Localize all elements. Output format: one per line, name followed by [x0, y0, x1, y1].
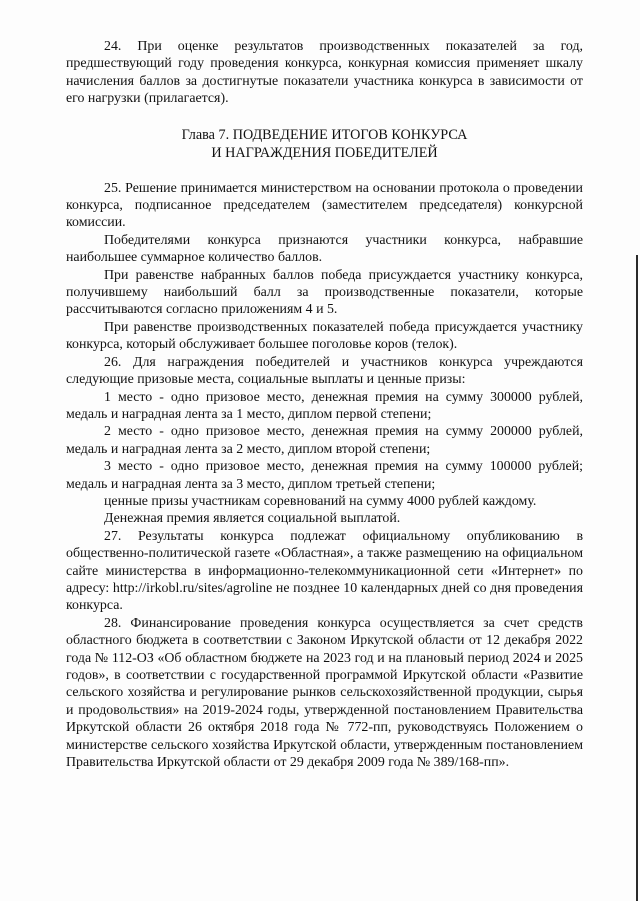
paragraph-26: 26. Для награждения победителей и участников конкурса учреждаются следующие призовые места, социальные выплаты и ценные призы:: [66, 354, 583, 388]
social-payment-note: Денежная премия является социальной выплатой.: [104, 511, 401, 527]
paragraph-winners: Победителями конкурса признаются участники конкурса, набравшие наибольшее суммарное количество баллов.: [66, 232, 583, 266]
chapter-heading-line-2: И НАГРАЖДЕНИЯ ПОБЕДИТЕЛЕЙ: [211, 144, 438, 161]
document-body: [66, 38, 583, 771]
scan-edge-line: [636, 255, 638, 901]
paragraph-27: 27. Результаты конкурса подлежат официальному опубликованию в общественно-политической газете «Областная», а также размещению на официальном сайте министерства в информационно-телекоммуникационной сети «Интернет» по адресу: http://irkobl.ru/sites/agroline не позднее 10 календарных дней со дня проведения конкурса.: [66, 528, 583, 614]
paragraph-25: 25. Решение принимается министерством на основании протокола о проведении конкурса, подписанное председателем (заместителем председателя) конкурсной комиссии.: [66, 180, 583, 231]
paragraph-equal-points: При равенстве набранных баллов победа присуждается участнику конкурса, получившему наибольший балл за производственные показатели, которые рассчитываются согласно приложениям 4 и 5.: [66, 267, 583, 318]
paragraph-28: 28. Финансирование проведения конкурса осуществляется за счет средств областного бюджета в соответствии с Законом Иркутской области от 12 декабря 2022 года № 112-ОЗ «Об областном бюджете на 2023 год и на плановый период 2024 и 2025 годов», в соответствии с государственной программой Иркутской области «Развитие сельского хозяйства и регулирование рынков сельскохозяйственной продукции, сырья и продовольствия» на 2019-2024 годы, утвержденной постановлением Правительства Иркутской области 26 октября 2018 года № 772-пп, руководствуясь Положением о министерстве сельского хозяйства Иркутской области, утвержденным постановлением Правительства Иркутской области от 29 декабря 2009 года № 389/168-пп».: [66, 615, 583, 771]
paragraph-equal-indicators: При равенстве производственных показателей победа присуждается участнику конкурса, который обслуживает большее поголовье коров (телок).: [66, 319, 583, 353]
prize-place-3: 3 место - одно призовое место, денежная премия на сумму 100000 рублей; медаль и наградная лента за 3 место, диплом третьей степени;: [66, 459, 583, 492]
prize-place-1: 1 место - одно призовое место, денежная премия на сумму 300000 рублей, медаль и наградная лента за 1 место, диплом первой степени;: [66, 389, 583, 422]
paragraph-24: 24. При оценке результатов производственных показателей за год, предшествующий году проведения конкурса, конкурная комиссия применяет шкалу начисления баллов за достигнутые показатели участника конкурса в зависимости от его нагрузки (прилагается).: [66, 39, 583, 107]
prize-place-2: 2 место - одно призовое место, денежная премия на сумму 200000 рублей, медаль и наградная лента за 2 место, диплом второй степени;: [66, 424, 583, 457]
chapter-heading-line-1: Глава 7. ПОДВЕДЕНИЕ ИТОГОВ КОНКУРСА: [181, 126, 468, 143]
chapter-heading: [66, 126, 583, 162]
valuable-prizes: ценные призы участникам соревнований на сумму 4000 рублей каждому.: [104, 493, 537, 509]
